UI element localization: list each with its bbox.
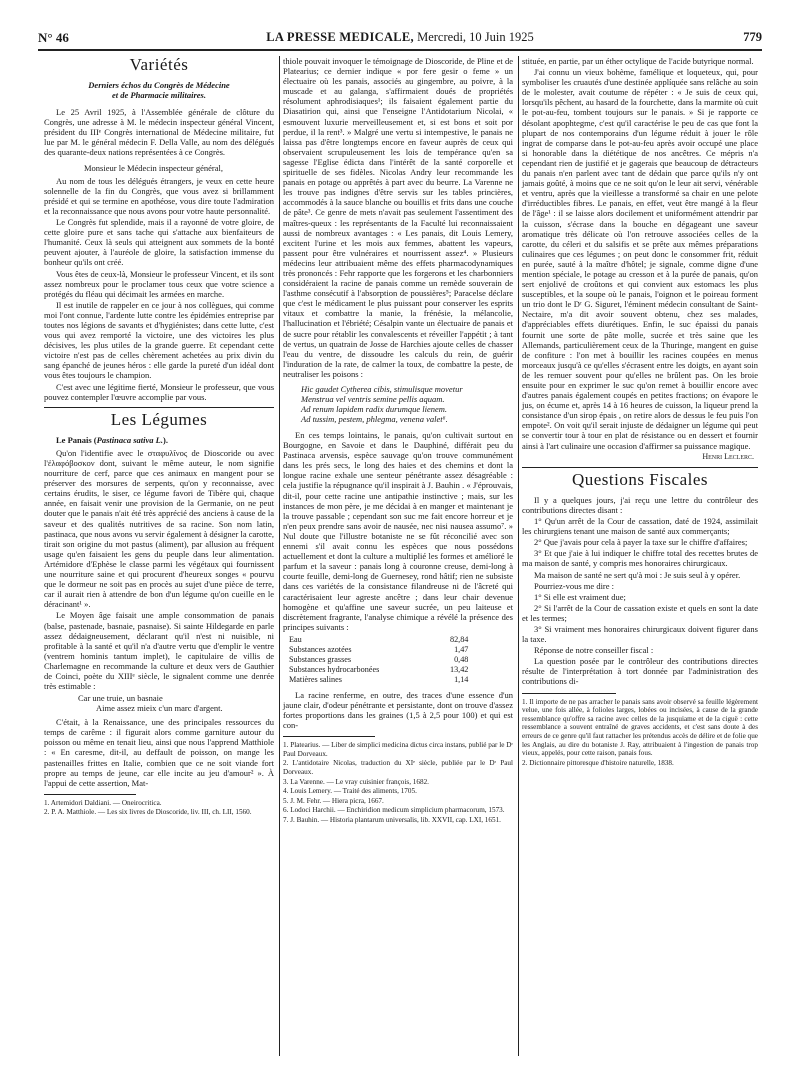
- varietes-subtitle: [44, 80, 274, 100]
- section-divider: [44, 407, 274, 408]
- fiscales-paragraph: Réponse de notre conseiller fiscal :: [534, 645, 654, 656]
- legumes-subtitle-suffix: ).: [162, 434, 168, 445]
- composition-label: Matières salines: [289, 674, 342, 684]
- legumes-paragraph: thiole pouvait invoquer le témoignage de Dioscoride, de Pline et de Platearius; ce dernier indique « por fere gesir o feme » un électuaire où les panais, associés au gingembre, au poivre, à la muscade et au galanga, s'affirmaient doués de propriétés résolument aphrodisiaques¹; ils faisaient également partie du Diasatirion qui, ainsi que l'enseigne l'Antidotarium Nicolai, « esmouvent luxurie merveilleusement et, si est bons et soit por perdue, il la rent³. » Malgré une vertu si intempestive, le panais ne laissa pas d'être longtemps encore en faveur auprès de ceux qui observaient scrupuleusement les lois de tempérance qu'en sa sagesse l'Eglise édicta dans l'intérêt de la santé corporelle et spirituelle de ses fidèles. Nicolas Andry leur recommande les panais en potage ou apprêtés à part avec du beurre. La Varenne ne les trouve pas indignes d'être servis sur les tables princières, accommodés à la sauce blanche ou bouillis et frits dans une couche de pâte³. Ce genre de mets n'avait pas seulement l'assentiment des maîtres-queux : les représentants de la Faculté lui reconnaissaient aussi de nombreux avantages : « Les panais, dit Louis Lemery, excitent l'urine et les mois aux femmes, abattent les vapeurs, passent pour être vulnéraires et nourrissent assez⁴. » Plusieurs médecins leur attribuaient même des effets pharmacodynamiques très prononcés : Fehr rapporte que les forgerons et les charbonniers considéraient la racine de panais comme un remède souverain de l'asthme consécutif à l'absorption de poussières⁵; Paracelse déclare que c'est le médicament le plus puissant pour conserver les esprits vitaux et combattre la manie, la frénésie, la mélancolie, l'hallucination et l'ébriété; Césalpin vante un électuaire de panais et de sucre pour rétablir les convalescents et réveiller l'appétit ; à tant de vertus, un quatrain de Josse de Harchies ajoute celles de chasser l'eau du ventre, de dissoudre les calculs du rein, de guérir l'induration de la rate, de calmer la toux, de combattre la peste, de neutraliser les poisons :: [283, 56, 513, 379]
- footnote: 2. P. A. Matthiole. — Les six livres de Dioscoride, liv. III, ch. LII, 1560.: [44, 808, 252, 817]
- composition-value: 1,47: [454, 644, 469, 654]
- footnote: 2. L'antidotaire Nicolas, traduction du XIᵉ siècle, publiée par le Dʳ Paul Dorveaux.: [283, 759, 513, 777]
- column-3: [522, 56, 758, 768]
- composition-table: [289, 635, 468, 685]
- fiscales-paragraph: 3° Et que j'aie à lui indiquer le chiffre total des recettes brutes de ma maison de santé, y compris mes honoraires chirurgicaux.: [522, 548, 758, 569]
- varietes-subtitle-line-1: Derniers échos du Congrès de Médecine: [88, 80, 230, 91]
- legumes-paragraph: En ces temps lointains, le panais, qu'on cultivait surtout en Bourgogne, en Savoie et dans le Dauphiné, différait peu du Pastinaca arvensis, espèce sauvage qu'on trouve communément dans les prés secs, le long des haies et des chemins et dont la longue racine exhale une senteur pénétrante assez désagréable : cela justifie la répugnance qu'il inspirait à J. Bauhin . « J'éprouvais, dit-il, pour cette racine une antipathie instinctive ; mais, sur les instances de mon père, je me décidai à en manger et maintenant je la trouve passable ; cependant son suc me fait encore horreur et je n'en peux prendre sans avoir de nausée, nec nisi nausea assumo⁷. » Nul doute que l'illustre botaniste ne se fût réconcilié avec son ennemi s'il avait connu les espèces que nous possédons actuellement et dont la culture a multiplié les formes et amélioré le parfum et la saveur : panais long à couronne creuse, demi-long à courte feuille, demi-long de Guernesey, rond hâtif; rien ne subsiste dans ces variétés de la consistance filandreuse ni de l'âcreté qui caractérisaient leur agreste ancêtre ; dans leur chair devenue homogène et qu'affine une saveur sucrée, un peu laiteuse et discrètement fragrante, l'analyse chimique a révélé la présence des principes suivants :: [283, 430, 513, 632]
- column-1: [44, 56, 274, 818]
- table-row: [289, 645, 468, 655]
- composition-label: Substances azotées: [289, 644, 352, 654]
- footnote-rule: [283, 736, 375, 737]
- verse-line: Menstrua vel ventris semine pellis aquam.: [301, 394, 445, 404]
- header-rule: [38, 49, 762, 51]
- table-row: [289, 635, 468, 645]
- footnote: 5. J. M. Fehr. — Hiera picra, 1667.: [283, 796, 384, 805]
- verse-line: Hic gaudet Cytherea cibis, stimulisque movetur: [301, 384, 463, 394]
- author-signature: Henri Leclerc.: [702, 451, 754, 461]
- footnote: 6. Lodoci Harchii. — Enchiridion medicum simplicium pharmacorum, 1573.: [283, 806, 505, 815]
- fiscales-paragraph: Il y a quelques jours, j'ai reçu une lettre du contrôleur des contributions directes disant :: [522, 494, 758, 515]
- varietes-section: [44, 55, 274, 402]
- table-row: [289, 655, 468, 665]
- fiscales-paragraph: La question posée par le contrôleur des contributions directes résulte de l'interprétation à tort donnée par l'administration des contributions di-: [522, 656, 758, 687]
- composition-value: 82,84: [449, 634, 469, 644]
- column-rule-2: [518, 56, 519, 1056]
- issue-number: N° 46: [38, 30, 69, 45]
- verse-line: Car une truie, un basnaie: [78, 693, 163, 704]
- column-2: [283, 56, 513, 826]
- footnote: 1. Il importe de ne pas arracher le panais sans avoir observé sa feuille légèrement velue, une fois allée, à folioles larges, lobées ou incisées, à cause de la grande ressemblance qu'offre sa racine avec celles de la jusquiame et de la ciguë : cette ressemblance a souvent entraîné de graves accidents, et c'est sans doute à des erreurs de ce genre qu'il faut rattacher les prétendus accès de délire et de folie que les Anglais, au dire du botaniste J. Ray, attribuaient à l'ingestion de panais trop vieux, appelés, pour cette raison, panais fous.: [522, 697, 758, 758]
- legumes-paragraph: stituée, en partie, par un éther octylique de l'acide butyrique normal.: [522, 56, 754, 66]
- composition-value: 0,48: [454, 654, 469, 664]
- varietes-paragraph: Au nom de tous les délégués étrangers, je veux en cette heure solennelle de la fin du Congrès, que vous avez si brillamment présidé et qui se termine en apothéose, vous dire toute l'admiration et la reconnaissance que nous avons pour votre haute personnalité.: [44, 175, 274, 216]
- fiscales-paragraph: Ma maison de santé ne sert qu'à moi : Je suis seul à y opérer.: [534, 569, 741, 580]
- page-number: 779: [743, 30, 762, 44]
- footnote: 3. La Varenne. — Le vray cuisinier françois, 1682.: [283, 777, 429, 786]
- footnote-rule: [522, 693, 616, 694]
- legumes-section: [44, 409, 274, 817]
- fiscales-paragraph: 2° Si l'arrêt de la Cour de cassation existe et quels en sont la date et les termes;: [522, 602, 758, 623]
- legumes-subtitle: [44, 435, 274, 445]
- legumes-title: Les Légumes: [110, 409, 208, 429]
- varietes-paragraph: Le 25 Avril 1925, à l'Assemblée générale de clôture du Congrès, une adresse à M. le médecin inspecteur général Vincent, président du IIIᵉ Congrès international de Médecine militaire, fut lue par M. le général médecin F. Della Valle, au nom des délégués des quarante-deux nations représentées à ce Congrès.: [44, 107, 274, 158]
- publication-title: [38, 30, 762, 45]
- latin-quatrain: [301, 384, 513, 424]
- table-row: [289, 665, 468, 675]
- footnote: 1. Platearius. — Liber de simplici medicina dictus circa instans, publié par le Dʳ Paul Dorveaux.: [283, 741, 513, 758]
- legumes-paragraph: C'était, à la Renaissance, une des principales ressources du temps de carême : il figurait alors comme garniture autour du poisson ou même en tenait lieu, ainsi que nous l'apprend Matthiole : « En caresme, dit-il, au deffault de poisson, on mange les pastenailles frittes en Italie, combien que ce ne soit viande fort propre au temps de jeune, car elle incite au jeu d'amour² ». À l'appui de cette assertion, Mat-: [44, 717, 274, 788]
- varietes-salutation: Monsieur le Médecin inspecteur général,: [84, 162, 224, 173]
- page-header: [38, 30, 762, 46]
- footnote-rule: [44, 794, 136, 795]
- legumes-subtitle-prefix: Le Panais (: [56, 434, 97, 445]
- varietes-paragraph: Il est inutile de rappeler en ce jour à nos collègues, qui comme moi l'ont connue, l'ardente lutte contre les épidémies entreprise par toutes nos légions de savants et d'hygiénistes; dans cette lutte, c'est vous qui avez remporté la victoire, une des victoires les plus décisives, les plus utiles de la grande guerre. Et cependant cette victoire n'est pas de celles chèrement achetées au prix divin du sang épanché de jeunes héros : elle garde la pureté d'un idéal dont vous êtes toujours le champion.: [44, 299, 274, 381]
- fiscales-paragraph: 3° Si vraiment mes honoraires chirurgicaux doivent figurer dans la taxe.: [522, 623, 758, 645]
- journal-name: LA PRESSE MEDICALE,: [266, 30, 414, 44]
- table-row: [289, 675, 468, 685]
- section-divider: [522, 467, 758, 468]
- fiscales-title: Questions Fiscales: [571, 469, 709, 489]
- fiscales-paragraph: 2° Que j'avais pour cela à payer la taxe sur le chiffre d'affaires;: [534, 537, 748, 548]
- footnote: 1. Artemidori Daldiani. — Oneirocritica.: [44, 798, 162, 807]
- legumes-paragraph: J'ai connu un vieux bohème, famélique et loqueteux, qui, pour symboliser les cruautés d'une destinée applíquée sans relâche au soin de le molester, avait coutume de répéter : « Je suis de ceux qui, lorsqu'ils pêchent, au hasard de la fourchette, dans la marmite où cuit le pot-au-feu, tombent toujours sur le panais. » Si je rapporte ce désolant apophtegme, c'est qu'il caractérise le peu de cas que font la plupart de nos contemporains d'un légume réduit à jouer le rôle ingrat de comparse dans le pot-au-feu après avoir occupé une place si honorable dans la diététique de nos ancêtres. Ce mépris n'a cependant rien de justifié et je gagerais que beaucoup de détracteurs du panais n'en parlent avec tant de dédain que parce qu'ils n'y ont jamais goûté, à moins que ce ne soit qu'on le leur ait servi, vénérable et ventru, après que la vieillesse a transformé sa chair en une pelote d'irréductibles fibres. Le panais, en effet, veut être mangé à la fleur de l'âge¹ : il se laisse alors docilement et uniformément attendrir par la cuisson, s'écrase dans la bouche en dégageant une saveur aromatique très délicate où l'on retrouve associées celles de la carotte, du céleri et du salsifis et se prête aux mêmes préparations culinaires que ces légumes ; on peut donc le consommer frit, réduit en purée, sauté à la maître d'hôtel; je signale, comme digne d'une mention spéciale, le potage au cresson et à la purée de panais, qu'on sert enjolivé de croûtons et qui convient aux estomacs les plus susceptibles, et la soupe où le panais, l'oignon et le poireau forment un trio dont le Dʳ G. Siguret, l'éminent médecin consultant de Saint-Nectaire, m'a dit avoir souvent obtenu, chez ses malades, d'appréciables effets diurétiques. Enfin, le suc épaissi du panais fournit une sorte de pâte molle, sucrée et très saine que les Allemands, particulièrement ceux de la Thuringe, mangent en guise de confiture : l'on met à bouillir les racines coupées en menus morceaux jusqu'à ce qu'elles s'écrasent entre les doigts, en ayant soin de les remuer souvent pour qu'elles ne brûlent pas. On les broie ensuite pour en exprimer le suc qu'on remet à bouillir encore avec d'autres panais également coupés en petites fractions; on évapore le jus, on écume et, après 14 à 16 heures de cuisson, la liqueur prend la consistance d'un sirop épais , on retire alors de dessus le feu puis l'on empote². On voit qu'il serait injuste de dédaigner un légume qui peut se convertir tour à tour en plat de résistance ou en dessert et fournir ainsi à l'art culinaire une occasion d'affirmer sa puissance magique.: [522, 67, 758, 451]
- composition-value: 13,42: [449, 664, 469, 674]
- legumes-paragraph: Le Moyen âge faisait une ample consommation de panais (balse, pastenade, basnaie, pasnaise). Si sainte Hildegarde en parle assez dédaigneusement, déclarant qu'il n'est ni nuisible, ni profitable à la santé et qu'il n'a d'autre vertu que d'emplir le ventre (ventrem hominis tantum implet), le capitulaire de villis de Charlemagne en recommande la culture et deux vers de Gauthier de Coinci, poète du XIIIᵉ siècle, le signalent comme une denrée très estimable :: [44, 610, 274, 692]
- varietes-subtitle-line-2: et de Pharmacie militaires.: [112, 90, 206, 101]
- verse-line: Ad renum lapidem radix durumque lienem.: [301, 404, 448, 414]
- varietes-paragraph: Vous êtes de ceux-là, Monsieur le professeur Vincent, et ils sont assez nombreux pour le proclamer tous ceux que votre science a protégés du fléau qui décimait les armées en marche.: [44, 268, 274, 299]
- fiscales-paragraph: Pourriez-vous me dire :: [534, 580, 615, 591]
- varietes-title: Variétés: [129, 55, 189, 74]
- legumes-subtitle-latin: Pastinaca sativa L.: [96, 434, 163, 445]
- varietes-paragraph: Le Congrès fut splendide, mais il a rayonné de votre gloire, de cette gloire pure et sans tache qui s'attache aux bienfaiteurs de l'humanité. Ceux là seuls qui atteignent aux sommets de la bonté peuvent ajouter, à l'auréole de gloire, la satisfaction immense du bonheur qu'ils ont créé.: [44, 217, 274, 268]
- varietes-paragraph: C'est avec une légitime fierté, Monsieur le professeur, que vous pouvez contempler l'œuvre accomplie par vous.: [44, 381, 274, 402]
- composition-value: 1,14: [454, 674, 469, 684]
- composition-label: Substances hydrocarbonées: [289, 664, 380, 674]
- issue-date: Mercredi, 10 Juin 1925: [417, 30, 534, 44]
- fiscales-paragraph: 1° Si elle est vraiment due;: [534, 591, 626, 602]
- footnote: 7. J. Bauhin. — Historia plantarum universalis, lib. XXVII, cap. LXI, 1651.: [283, 816, 501, 824]
- legumes-paragraph: La racine renferme, en outre, des traces d'une essence d'un jaune clair, d'odeur pénétrante et persistante, dont on trouve d'assez fortes proportions dans les graines (1,5 à 2,5 pour 100) et qui est con-: [283, 689, 513, 731]
- footnote: 4. Louis Lemery. — Traité des aliments, 1705.: [283, 787, 417, 796]
- legumes-verse: [78, 693, 274, 713]
- composition-label: Eau: [289, 634, 302, 644]
- footnote: 2. Dictionnaire pittoresque d'histoire naturelle, 1838.: [522, 758, 674, 767]
- verse-line: Ad tussim, pestem, phlegma, venena valet⁶.: [301, 414, 448, 424]
- composition-label: Substances grasses: [289, 654, 352, 664]
- legumes-paragraph: Qu'on l'identifie avec le σταφυλῖνος de Dioscoride ou avec l'ἐλαφόβοσκον dont, suivant le même auteur, le nom signifie nourriture de cerf, parce que ces animaux en mangent pour se préserver des morsures de serpents, qu'on y reconnaisse, avec certains érudits, le siser, ce légume favori de Tibère qui, chaque année, en faisait venir une provision de la Germanie, on ne peut douter que le panais n'ait été très apprécié des anciens à cause de la saveur et des qualités nutritives de sa racine. Son nom latin, pastinaca, que nous avons vu servir également à désigner la carotte, tirait son origine du mot pastus (aliment), par allusion au fréquent usage qu'en faisaient les gens du peuple dans leur alimentation. Artémidore d'Ephèse le classe parmi les végétaux qui fournissent une nourriture saine et qui procurent d'heureux songes « pourvu que le dormeur ne soit pas en procès au sujet d'une pièce de terre, car il aurait rien à attendre de bon d'un légume qu'on cueille en le déracinant¹ ».: [44, 447, 274, 610]
- fiscales-paragraph: 1° Qu'un arrêt de la Cour de cassation, daté de 1924, assimilait les chirurgiens tenant une maison de santé aux commerçants;: [522, 516, 758, 537]
- column-rule-1: [279, 56, 280, 1056]
- fiscales-section: [522, 469, 758, 768]
- verse-line: Aime assez mieix c'un marc d'argent.: [96, 703, 223, 714]
